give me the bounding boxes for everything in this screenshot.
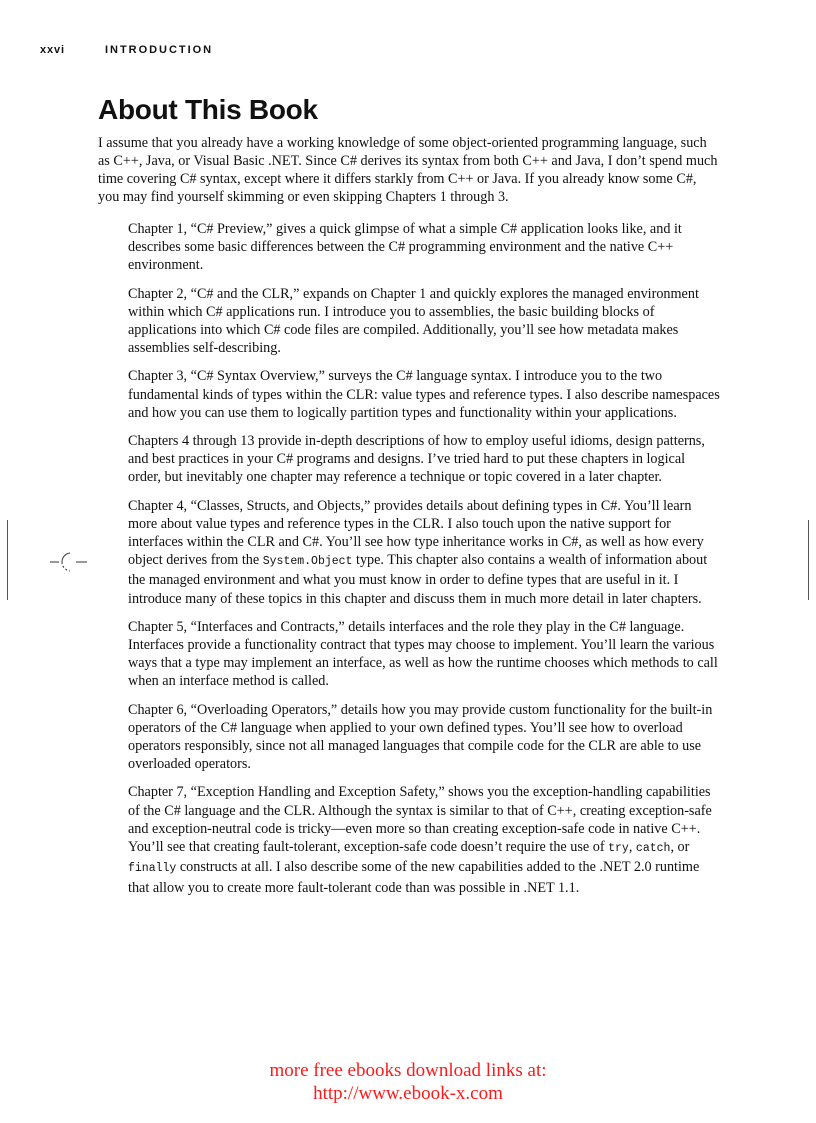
left-margin-rule [7,520,8,600]
chapter-1-description: Chapter 1, “C# Preview,” gives a quick glimpse of what a simple C# application looks like, and it describes some basic differences between the C# programming environment and the native C++ environment. [128,221,682,274]
chapters-4-13-overview: Chapters 4 through 13 provide in-depth descriptions of how to employ useful idioms, design patterns, and best practices in your C# programs and designs. I’ve tried hard to put these chapters in logical order, but inevitably one chapter may reference a technique or topic covered in a later chapter. [128,433,705,486]
chapter-7-description [128,783,720,896]
watermark-link[interactable]: http://www.ebook-x.com [313,1083,503,1104]
section-title: About This Book [98,94,318,125]
chapter-4-description [128,497,720,608]
inline-code: System.Object [262,555,353,569]
chapter-2-description: Chapter 2, “C# and the CLR,” expands on Chapter 1 and quickly explores the managed environment within which C# applications run. I introduce you to assemblies, the basic building blocks of applications into which C# code files are compiled. Additionally, you’ll see how metadata makes assemblies self-describing. [128,285,699,357]
chapter-3-description: Chapter 3, “C# Syntax Overview,” surveys the C# language syntax. I introduce you to the two fundamental kinds of types within the CLR: value types and reference types. I also describe namespaces and how you can use them to logically partition types and functionality within your applications. [128,368,720,421]
inline-code: finally [128,862,177,876]
watermark-line-1: more free ebooks download links at: [269,1060,547,1081]
text-run: type. This chapter also contains a wealth of information about the managed environment and what you must know in order to define types that are useful in it. I introduce many of these topics in this chapter and discuss them in much more detail in later chapters. [128,552,708,607]
text-run: constructs at all. I also describe some of the new capabilities added to the .NET 2.0 runtime that allow you to create more fault-tolerant code than was possible in .NET 1.1. [128,859,700,896]
text-run: , or [670,839,690,856]
text-run: Chapter 7, “Exception Handling and Exception Safety,” shows you the exception-handling capabilities of the C# language and the CLR. Although the syntax is similar to that of C++, creating exception-safe and exception-neutral code is tricky—even more so than creating exception-safe code in native C++. You’ll see that creating fault-tolerant, exception-safe code doesn’t require the use of [128,784,712,856]
registration-mark-icon [50,548,90,578]
chapter-list [128,220,720,907]
inline-code: try [608,842,629,856]
chapter-6-description: Chapter 6, “Overloading Operators,” details how you may provide custom functionality for the built-in operators of the C# language when applied to your own defined types. You’ll see how to overload operators responsibly, since not all managed languages that compile code for the CLR are able to use overloaded operators. [128,701,713,773]
chapter-5-description: Chapter 5, “Interfaces and Contracts,” details interfaces and the role they play in the C# language. Interfaces provide a functionality contract that types may choose to implement. You’ll learn the various ways that a type may implement an interface, as well as how the runtime chooses which methods to call when an interface method is called. [128,618,718,690]
page-number: xxvi [40,44,65,56]
text-run: Chapter 4, “Classes, Structs, and Objects,” provides details about defining types in C#. You’ll learn more about value types and reference types in the CLR. I also touch upon the native support for interfaces within the CLR and C#. You’ll see how type inheritance works in C#, as well as how every object derives from the [128,497,704,569]
intro-paragraph: I assume that you already have a working knowledge of some object-oriented programming language, such as C++, Java, or Visual Basic .NET. Since C# derives its syntax from both C++ and Java, I don’t spend much time covering C# syntax, except where it differs starkly from C++ or Java. If you already know some C#, you may find yourself skimming or even skipping Chapters 1 through 3. [98,135,718,205]
right-margin-rule [808,520,809,600]
section-name: INTRODUCTION [105,44,214,56]
inline-code: catch [635,842,671,856]
text-run: , [628,839,636,856]
